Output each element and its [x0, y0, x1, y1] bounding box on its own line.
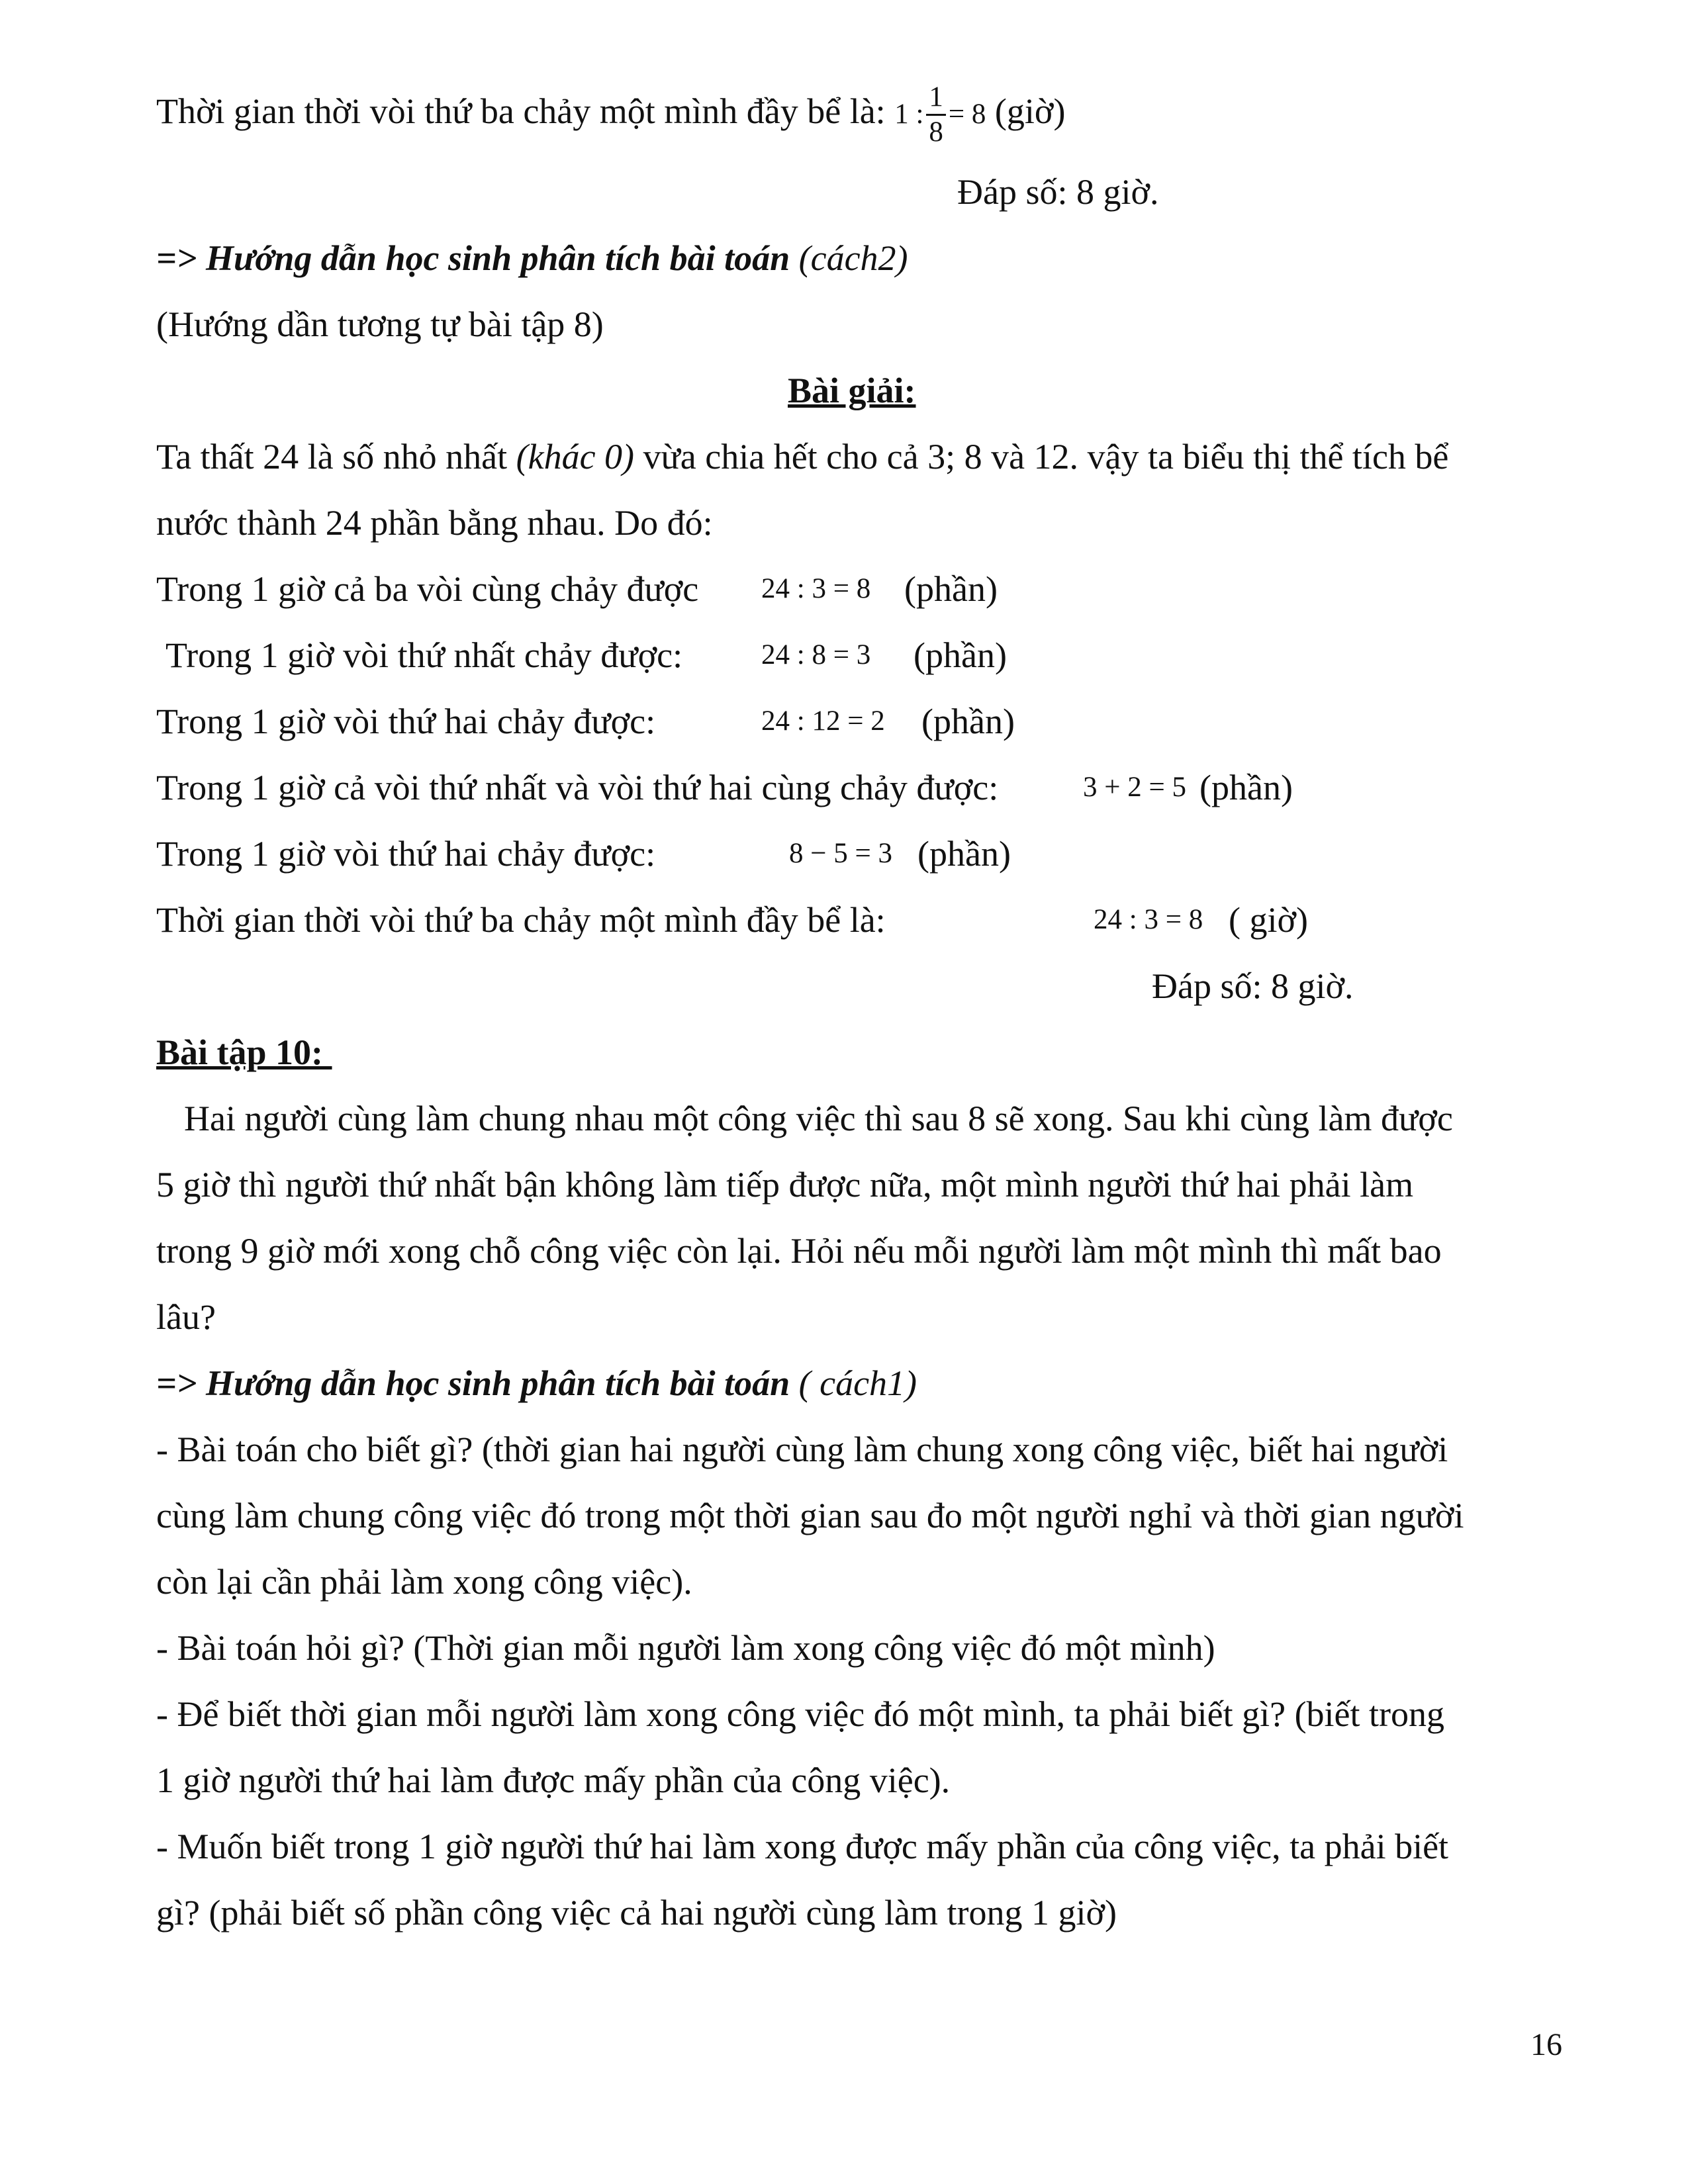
step-line-3: Trong 1 giờ vòi thứ hai chảy được: [156, 702, 656, 741]
page-number: 16 [1530, 2027, 1562, 2062]
exercise-line: lâu? [156, 1297, 216, 1337]
step-line-5: Trong 1 giờ vòi thứ hai chảy được: [156, 834, 656, 874]
step-unit-1: (phần) [904, 569, 998, 609]
step-unit-2: (phần) [914, 635, 1007, 675]
step-unit-3: (phần) [921, 702, 1015, 741]
step-text: Trong 1 giờ cả ba vòi cùng chảy được [156, 569, 699, 609]
step-line-2: Trong 1 giờ vòi thứ nhất chảy được: [165, 635, 683, 675]
step-line-6: Thời gian thời vòi thứ ba chảy một mình đầy bể là: [156, 900, 886, 940]
step-line-4: Trong 1 giờ cả vòi thứ nhất và vòi thứ hai cùng chảy được: [156, 768, 999, 807]
step-line-1 [156, 568, 698, 610]
line-time-third-tap [156, 81, 1065, 149]
math-prefix: 1 : [894, 98, 924, 130]
guide-heading-2 [156, 237, 908, 279]
exercise-line: Hai người cùng làm chung nhau một công việc thì sau 8 sẽ xong. Sau khi cùng làm được [184, 1099, 1453, 1138]
paragraph-line [156, 435, 1448, 478]
italic-segment: (khác 0) [516, 437, 635, 477]
step-math-4: 3 + 2 = 5 [1083, 772, 1187, 803]
solution-heading: Bài giải: [788, 371, 916, 410]
fraction-numerator: 1 [926, 81, 946, 116]
guide-heading-method: (cách2) [798, 238, 908, 278]
question-line: còn lại cần phải làm xong công việc). [156, 1562, 692, 1602]
question-line: cùng làm chung công việc đó trong một thời gian sau đo một người nghỉ và thời gian người [156, 1496, 1464, 1535]
fraction-one-eighth [926, 81, 946, 149]
question-line: 1 giờ người thứ hai làm được mấy phần của công việc). [156, 1760, 951, 1800]
text-segment: Ta thất 24 là số nhỏ nhất [156, 437, 508, 477]
question-line: - Bài toán hỏi gì? (Thời gian mỗi người làm xong công việc đó một mình) [156, 1628, 1215, 1668]
step-unit-5: (phần) [917, 834, 1011, 874]
step-math-6: 24 : 3 = 8 [1094, 904, 1203, 935]
math-result: = 8 [948, 98, 986, 130]
question-line: - Để biết thời gian mỗi người làm xong công việc đó một mình, ta phải biết gì? (biết trong [156, 1694, 1445, 1734]
step-unit-6: ( giờ) [1229, 900, 1309, 940]
paragraph-line: nước thành 24 phần bằng nhau. Do đó: [156, 503, 713, 543]
exercise-line: trong 9 giờ mới xong chỗ công việc còn lại. Hỏi nếu mỗi người làm một mình thì mất bao [156, 1231, 1442, 1271]
step-math-3: 24 : 12 = 2 [761, 705, 885, 737]
step-unit-4: (phần) [1199, 768, 1293, 807]
guide-heading-bold: => Hướng dẫn học sinh phân tích bài toán [156, 238, 790, 278]
text-segment: vừa chia hết cho cả 3; 8 và 12. vậy ta biểu thị thể tích bể [643, 437, 1449, 477]
step-math-1: 24 : 3 = 8 [761, 573, 871, 604]
answer-1: Đáp số: 8 giờ. [957, 172, 1159, 212]
unit-label: (giờ) [994, 91, 1066, 131]
step-math-2: 24 : 8 = 3 [761, 639, 871, 670]
step-math-5: 8 − 5 = 3 [789, 838, 893, 869]
question-line: - Bài toán cho biết gì? (thời gian hai người cùng làm chung xong công việc, biết hai người [156, 1430, 1448, 1469]
guide-heading-bold: => Hướng dẫn học sinh phân tích bài toán [156, 1363, 790, 1403]
question-line: - Muốn biết trong 1 giờ người thứ hai làm xong được mấy phần của công việc, ta phải biết [156, 1827, 1449, 1866]
guide-heading-method: ( cách1) [798, 1363, 917, 1403]
similar-note: (Hướng dần tương tự bài tập 8) [156, 304, 604, 344]
answer-2: Đáp số: 8 giờ. [1152, 966, 1354, 1006]
fraction-denominator: 8 [929, 116, 943, 148]
guide-heading-1 [156, 1362, 917, 1404]
exercise-line: 5 giờ thì người thứ nhất bận không làm tiếp được nữa, một mình người thứ hai phải làm [156, 1165, 1414, 1205]
question-line: gì? (phải biết số phần công việc cả hai người cùng làm trong 1 giờ) [156, 1893, 1117, 1933]
line-text: Thời gian thời vòi thứ ba chảy một mình đầy bể là: [156, 91, 886, 131]
exercise-10-heading: Bài tập 10: [156, 1032, 332, 1072]
